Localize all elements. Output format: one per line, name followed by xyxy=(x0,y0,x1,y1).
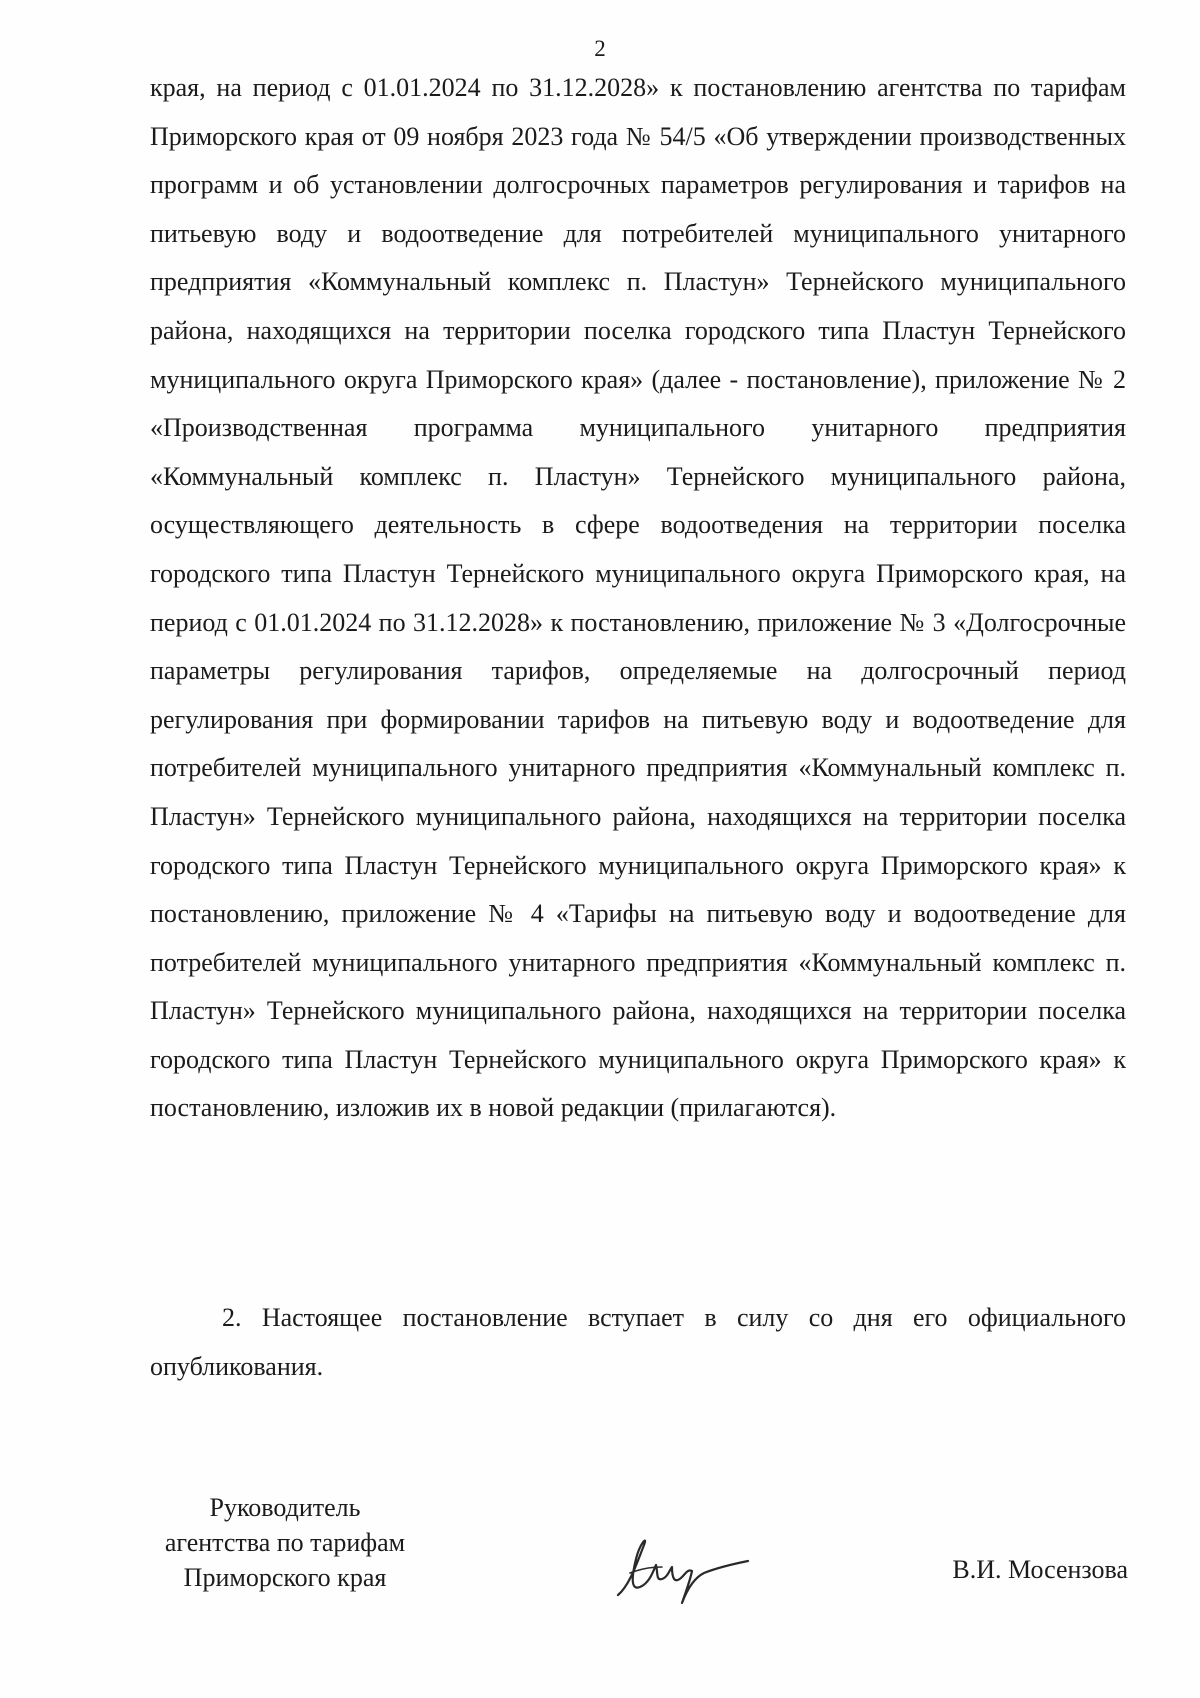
signer-title-line: Руководитель xyxy=(209,1493,361,1522)
signer-title xyxy=(150,1490,420,1595)
handwritten-signature xyxy=(600,1525,760,1615)
paragraph-2: 2. Настоящее постановление вступает в силу со дня его официального опубликования. xyxy=(150,1303,1126,1381)
signer-title-line: агентства по тарифам xyxy=(164,1528,406,1557)
page-number: 2 xyxy=(594,36,606,61)
signer-name: В.И. Мосензова xyxy=(952,1555,1128,1584)
signer-title-line: Приморского края xyxy=(183,1563,387,1592)
paragraph-1: края, на период с 01.01.2024 по 31.12.2028» к постановлению агентства по тарифам Приморского края от 09 ноября 2023 года № 54/5 «Об утверждении производственных программ и об установлении долгосрочных параметров регулирования и тарифов на питьевую воду и водоотведение для потребителей муниципального унитарного предприятия «Коммунальный комплекс п. Пластун» Тернейского муниципального района, находящихся на территории поселка городского типа Пластун Тернейского муниципального округа Приморского края» (далее - постановление), приложение № 2 «Производственная программа муниципального унитарного предприятия «Коммунальный комплекс п. Пластун» Тернейского муниципального района, осуществляющего деятельность в сфере водоотведения на территории поселка городского типа Пластун Тернейского муниципального округа Приморского края, на период с 01.01.2024 по 31.12.2028» к постановлению, приложение № 3 «Долгосрочные параметры регулирования тарифов, определяемые на долгосрочный период регулирования при формировании тарифов на питьевую воду и водоотведение для потребителей муниципального унитарного предприятия «Коммунальный комплекс п. Пластун» Тернейского муниципального района, находящихся на территории поселка городского типа Пластун Тернейского муниципального округа Приморского края» к постановлению, приложение № 4 «Тарифы на питьевую воду и водоотведение для потребителей муниципального унитарного предприятия «Коммунальный комплекс п. Пластун» Тернейского муниципального района, находящихся на территории поселка городского типа Пластун Тернейского муниципального округа Приморского края» к постановлению, изложив их в новой редакции (прилагаются). xyxy=(150,73,1126,1123)
